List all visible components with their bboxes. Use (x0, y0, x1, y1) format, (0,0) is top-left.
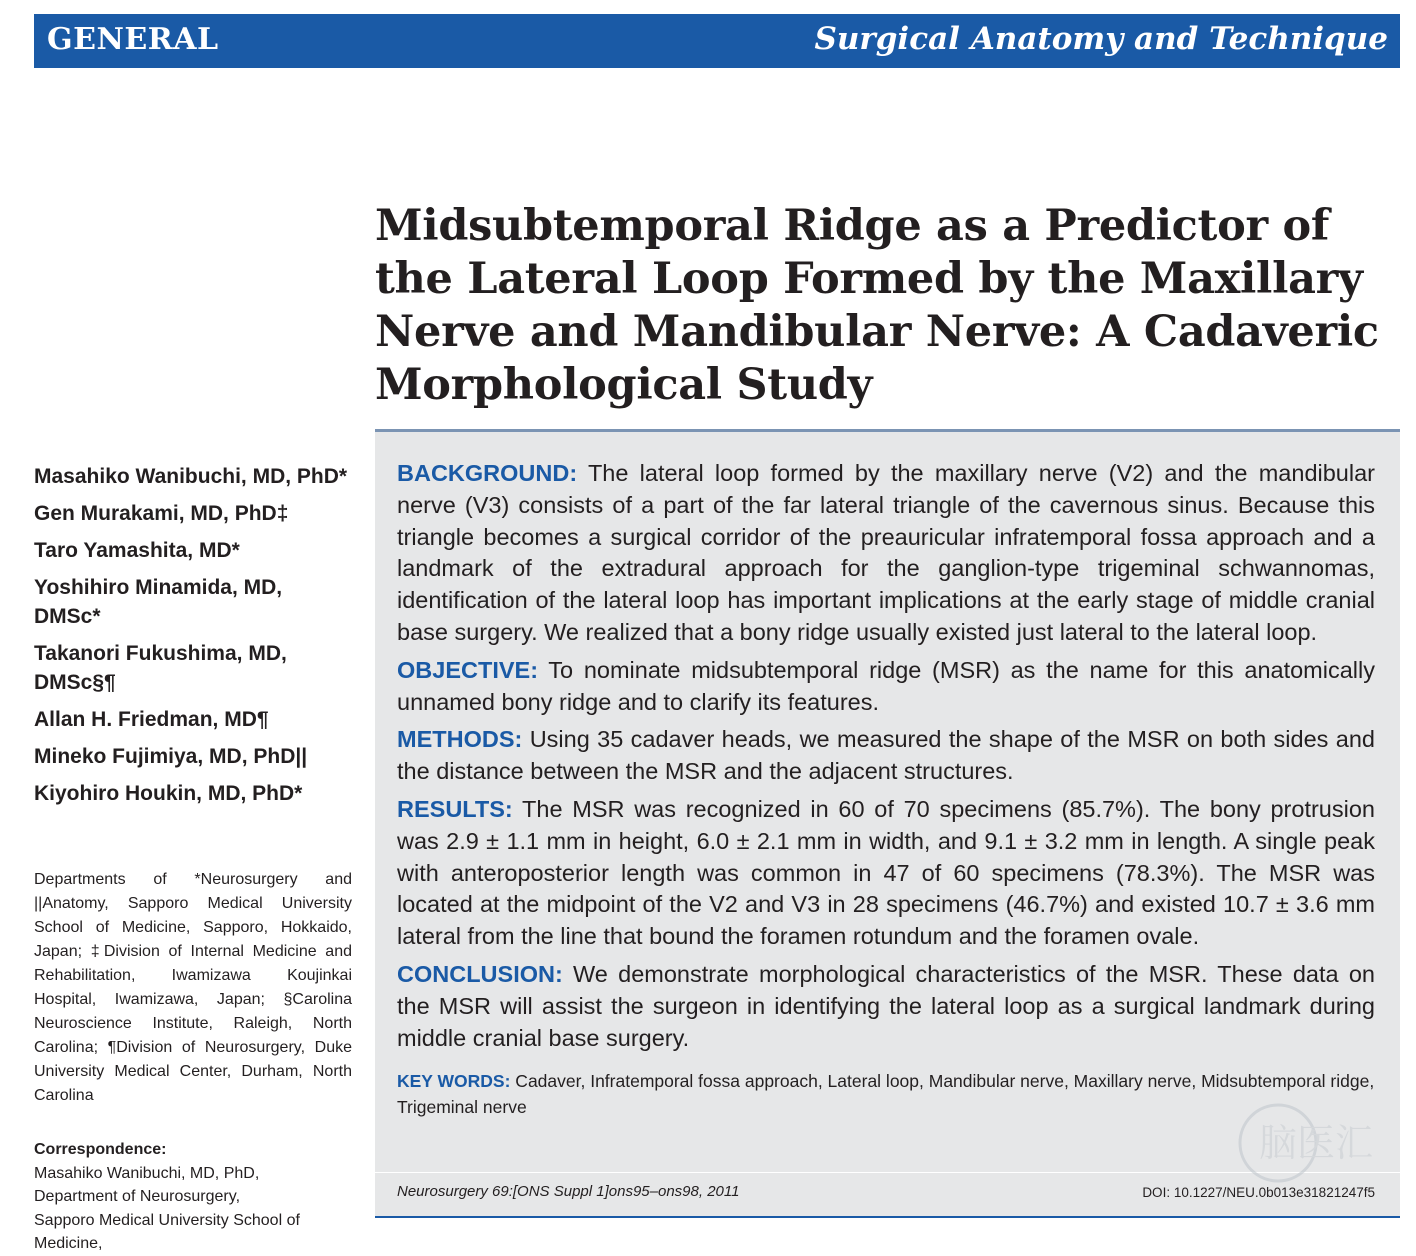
correspondence-line: Medicine, (34, 1235, 103, 1252)
author-name: Kiyohiro Houkin, MD, PhD* (34, 782, 303, 805)
abstract-conclusion (397, 959, 1375, 1054)
author-name: Gen Murakami, MD, PhD‡ (34, 502, 289, 525)
abstract-body (397, 458, 1375, 1120)
abstract-results (397, 794, 1375, 953)
abstract-objective (397, 655, 1375, 719)
journal-citation: Neurosurgery 69:[ONS Suppl 1]ons95–ons98, 2011 (397, 1183, 740, 1200)
background-label: BACKGROUND: (397, 460, 578, 486)
correspondence-line: Department of Neurosurgery, (34, 1188, 241, 1205)
affiliations: Departments of *Neurosurgery and ||Anatomy, Sapporo Medical University School of Medicine, Sapporo, Hokkaido, Japan; ‡Division of Internal Medicine and Rehabilitation, Iwamizawa Koujinkai Hospital, Iwamizawa, Japan; §Carolina Neuroscience Institute, Raleigh, North Carolina; ¶Division of Neurosurgery, Duke University Medical Center, Durham, North Carolina (34, 871, 352, 1104)
watermark-logo (1228, 1098, 1398, 1188)
doi-label: DOI: 10.1227/NEU.0b013e31821247f5 (1142, 1185, 1375, 1200)
correspondence (34, 1138, 352, 1256)
conclusion-label: CONCLUSION: (397, 960, 563, 987)
methods-text: Using 35 cadaver heads, we measured the shape of the MSR on both sides and the distance between the MSR and the adjacent structures. (397, 726, 1375, 785)
keywords-label: KEY WORDS: (397, 1071, 511, 1092)
author-list (34, 462, 354, 816)
section-label: GENERAL (47, 22, 219, 57)
author-name: Yoshihiro Minamida, MD, DMSc* (34, 576, 283, 628)
section-banner (34, 14, 1400, 68)
watermark-text: 脑医汇 (1258, 1121, 1374, 1165)
correspondence-label: Correspondence: (34, 1141, 167, 1158)
correspondence-line: Sapporo Medical University School of (34, 1211, 300, 1229)
category-label: Surgical Anatomy and Technique (814, 21, 1388, 57)
methods-label: METHODS: (397, 726, 523, 753)
article-title: Midsubtemporal Ridge as a Predictor of the Lateral Loop Formed by the Maxillary Nerve and Mandibular Nerve: A Cadaveric Morphological Study (375, 201, 1379, 410)
results-label: RESULTS: (397, 795, 513, 822)
abstract-methods (397, 724, 1375, 788)
correspondence-line: Masahiko Wanibuchi, MD, PhD, (34, 1164, 260, 1182)
results-text: The MSR was recognized in 60 of 70 specimens (85.7%). The bony protrusion was 2.9 ± 1.1 mm in height, 6.0 ± 2.1 mm in width, and 9.1 ± 3.2 mm in length. A single peak with anteroposterior length was common in 47 of 60 specimens (78.3%). The MSR was located at the midpoint of the V2 and V3 in 28 specimens (46.7%) and existed 10.7 ± 3.6 mm lateral from the line that bound the foramen rotundum and the foramen ovale. (397, 795, 1375, 950)
objective-label: OBJECTIVE: (397, 656, 539, 683)
objective-text: To nominate midsubtemporal ridge (MSR) as the name for this anatomically unnamed bony ridge and to clarify its features. (397, 656, 1375, 715)
author-name: Allan H. Friedman, MD¶ (34, 708, 269, 731)
author-name: Mineko Fujimiya, MD, PhD|| (34, 745, 308, 768)
author-name: Taro Yamashita, MD* (34, 539, 240, 562)
keywords-text: Cadaver, Infratemporal fossa approach, Lateral loop, Mandibular nerve, Maxillary nerve, Midsubtemporal ridge, Trigeminal nerve (397, 1071, 1375, 1118)
author-name: Masahiko Wanibuchi, MD, PhD* (34, 465, 348, 488)
conclusion-text: We demonstrate morphological characteristics of the MSR. These data on the MSR will assist the surgeon in identifying the lateral loop as a surgical landmark during middle cranial base surgery. (397, 960, 1375, 1051)
author-name: Takanori Fukushima, MD, DMSc§¶ (34, 642, 287, 694)
abstract-background (397, 458, 1375, 649)
background-text: The lateral loop formed by the maxillary nerve (V2) and the mandibular nerve (V3) consists of a part of the far lateral triangle of the cavernous sinus. Because this triangle becomes a surgical corridor of the preauricular infratemporal fossa approach and a landmark of the extradural approach for the ganglion-type trigeminal schwannomas, identification of the lateral loop has important implications at the early stage of middle cranial base surgery. We realized that a bony ridge usually existed just lateral to the lateral loop. (397, 460, 1375, 645)
